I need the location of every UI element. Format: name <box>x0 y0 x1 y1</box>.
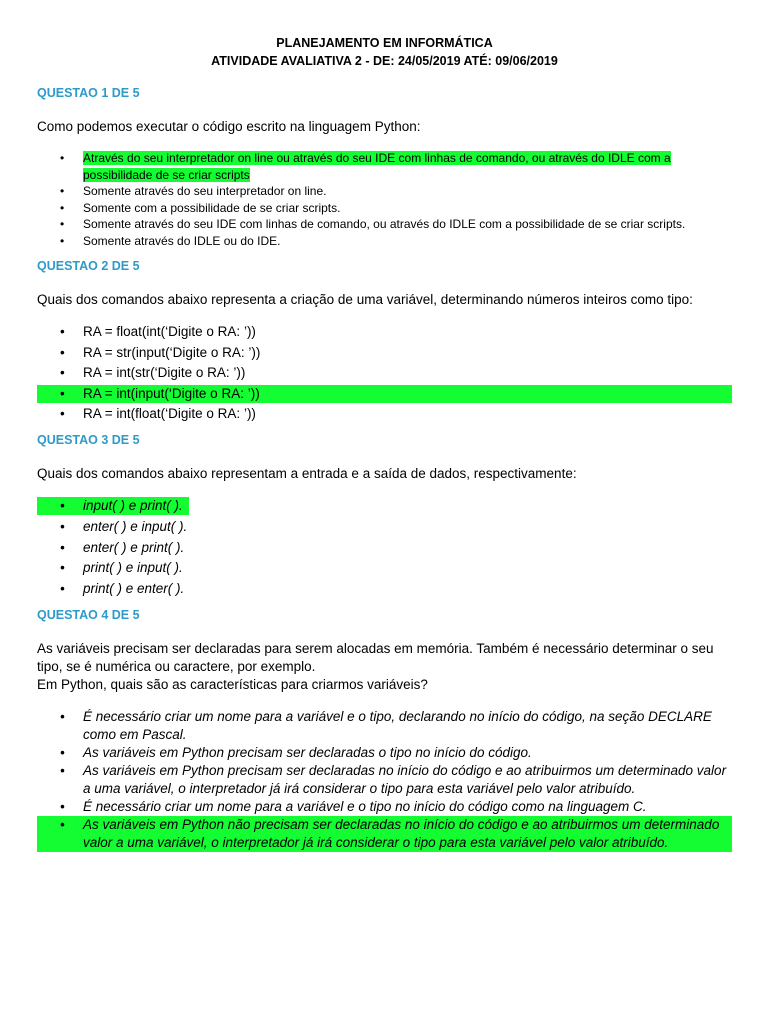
bullet-icon: • <box>60 744 65 760</box>
bullet-icon: • <box>60 217 65 231</box>
question-4-heading: QUESTAO 4 DE 5 <box>37 607 140 622</box>
option-text: RA = float(int(‘Digite o RA: ’)) <box>83 324 256 339</box>
bullet-icon: • <box>60 798 65 814</box>
question-4-text: As variáveis precisam ser declaradas para serem alocadas em memória. Também é necessário determinar o seu tipo, se é numérica ou caractere, por exemplo. <box>37 640 714 674</box>
option-item <box>37 183 732 200</box>
option-text-correct: Através do seu interpretador on line ou através do seu IDE com linhas de comando, ou através do IDLE com a possibilidade de se criar scripts <box>83 151 671 182</box>
option-text: Somente com a possibilidade de se criar scripts. <box>83 200 341 215</box>
question-3-text: Quais dos comandos abaixo representam a entrada e a saída de dados, respectivamente: <box>37 466 577 482</box>
option-item-correct <box>37 816 732 852</box>
option-item <box>37 233 732 250</box>
question-2-options <box>37 323 732 423</box>
option-text: RA = int(float(‘Digite o RA: ’)) <box>83 406 256 422</box>
bullet-icon: • <box>60 816 65 832</box>
course-title: PLANEJAMENTO EM INFORMÁTICA <box>276 36 493 50</box>
bullet-icon: • <box>60 406 65 422</box>
option-item <box>37 364 732 382</box>
option-text: Somente através do IDLE ou do IDE. <box>83 233 281 248</box>
option-text-correct: As variáveis em Python não precisam ser declaradas no início do código e ao atribuirmos um determinado valor a uma variável, o interpretador já irá considerar o tipo para esta variável pelo valor atribuído. <box>83 816 720 850</box>
question-1-heading: QUESTAO 1 DE 5 <box>37 86 140 100</box>
option-text: RA = int(str(‘Digite o RA: ’)) <box>83 365 246 381</box>
option-text: Somente através do seu interpretador on line. <box>83 184 327 198</box>
option-item <box>37 744 732 762</box>
option-item <box>37 708 732 744</box>
option-text-correct: RA = int(input(‘Digite o RA: ’)) <box>83 385 260 401</box>
bullet-icon: • <box>60 233 65 248</box>
document-header <box>37 34 732 70</box>
option-item-correct <box>37 497 189 515</box>
option-text: Somente através do seu IDE com linhas de comando, ou através do IDLE com a possibilidade de se criar scripts. <box>83 217 686 231</box>
option-item <box>37 344 732 362</box>
option-text: print( ) e enter( ). <box>83 580 185 596</box>
option-text: print( ) e input( ). <box>83 560 183 576</box>
bullet-icon: • <box>60 498 65 514</box>
question-2-text: Quais dos comandos abaixo representa a criação de uma variável, determinando números inteiros como tipo: <box>37 292 693 307</box>
bullet-icon: • <box>60 200 65 215</box>
option-text: RA = str(input(‘Digite o RA: ’)) <box>83 344 261 360</box>
question-2-heading: QUESTAO 2 DE 5 <box>37 259 140 273</box>
option-item <box>37 580 732 598</box>
option-text: As variáveis em Python precisam ser declaradas no início do código e ao atribuirmos um determinado valor a uma variável, o interpretador já irá considerar o tipo para esta variável pelo valor atribuído. <box>83 762 727 796</box>
question-3-heading: QUESTAO 3 DE 5 <box>37 433 140 448</box>
bullet-icon: • <box>60 580 65 596</box>
option-item <box>37 216 732 233</box>
option-text-correct: input( ) e print( ). <box>83 498 183 514</box>
option-item <box>37 798 732 816</box>
bullet-icon: • <box>60 708 65 724</box>
option-item <box>37 150 732 183</box>
question-1-text: Como podemos executar o código escrito na linguagem Python: <box>37 119 421 134</box>
option-item <box>37 405 732 423</box>
bullet-icon: • <box>60 365 65 381</box>
bullet-icon: • <box>60 324 65 339</box>
option-text: É necessário criar um nome para a variável e o tipo, declarando no início do código, na seção DECLARE como em Pascal. <box>83 708 712 742</box>
bullet-icon: • <box>60 151 65 165</box>
bullet-icon: • <box>60 560 65 576</box>
bullet-icon: • <box>60 518 65 534</box>
option-item <box>37 539 732 557</box>
option-text: As variáveis em Python precisam ser declaradas o tipo no início do código. <box>83 744 532 760</box>
option-item <box>37 323 732 341</box>
option-item <box>37 559 732 577</box>
question-3-options <box>37 497 732 597</box>
question-1-options <box>37 150 732 249</box>
option-item <box>37 200 732 217</box>
activity-title: ATIVIDADE AVALIATIVA 2 - DE: 24/05/2019 ATÉ: 09/06/2019 <box>211 54 558 68</box>
bullet-icon: • <box>60 539 65 555</box>
option-item-correct <box>37 385 732 403</box>
bullet-icon: • <box>60 762 65 778</box>
bullet-icon: • <box>60 344 65 360</box>
option-item <box>37 762 732 798</box>
option-text: enter( ) e input( ). <box>83 518 188 534</box>
option-text: É necessário criar um nome para a variável e o tipo no início do código como na linguagem C. <box>83 798 647 814</box>
bullet-icon: • <box>60 184 65 198</box>
option-text: enter( ) e print( ). <box>83 539 185 555</box>
question-4-options <box>37 708 732 852</box>
bullet-icon: • <box>60 385 65 401</box>
question-4-subtext: Em Python, quais são as características para criarmos variáveis? <box>37 676 428 692</box>
option-item <box>37 518 732 536</box>
